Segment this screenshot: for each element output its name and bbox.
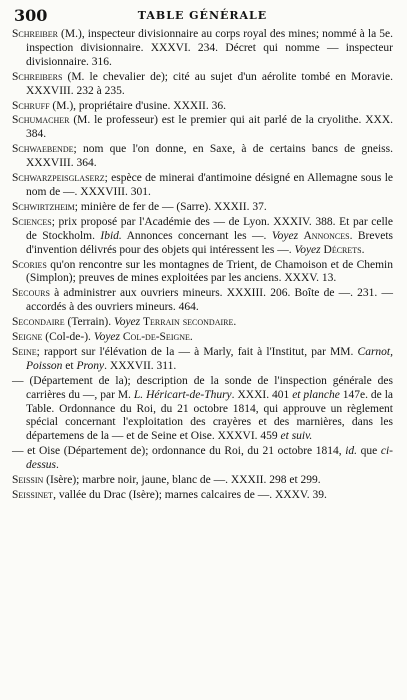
entry-text: 147e. de la Table. Ordonnance du Roi, du 21 octobre 1814, qui approuve un règlement spécial concernant l'exploitation des crayères et des marnières, dans les départemens de la — et de Seine et Oise. XXXVI. 459 — [26, 388, 394, 443]
entry-text: (Terrain). — [64, 316, 114, 329]
entry-text: . — [189, 331, 193, 344]
entry-text: — et Oise (Département de); ordonnance du Roi, du 21 octobre 1814, — [12, 445, 346, 458]
entry-headword: Schumacher — [12, 114, 70, 127]
entry-text: — (Département de la); description de la sonde de l'inspection générale des carrières du —, par M. — [12, 374, 393, 401]
entry-text: , vallée du Drac (Isère); marnes calcaires de —. XXXV. 39. — [53, 489, 327, 501]
entry-text: (M.), propriétaire d'usine. XXXII. 36. — [49, 99, 226, 112]
entry-text: (M. le professeur) est le premier qui ait parlé de la cryolithe. XXX. 384. — [26, 114, 393, 141]
entry-headword: Schreibers — [12, 70, 63, 83]
index-entry — [12, 259, 393, 287]
index-entries — [12, 28, 393, 503]
entry-headword: Schwaebende — [12, 143, 74, 156]
entry-text: ; nom que l'on donne, en Saxe, à de certains bancs de gneiss. XXXVIII. 364. — [26, 143, 393, 170]
index-entry — [12, 100, 393, 114]
page-header — [12, 6, 393, 28]
page-number: 300 — [14, 6, 48, 25]
entry-text: . — [233, 316, 237, 329]
entry-text: L. Héricart-de-Thury — [133, 388, 232, 401]
entry-headword: Schwarzpeisglaserz — [12, 172, 105, 185]
entry-text: Voyez — [93, 331, 120, 344]
index-entry — [12, 172, 393, 200]
entry-text: Voyez — [294, 243, 321, 256]
entry-text: . — [56, 459, 59, 472]
index-entry — [12, 346, 393, 374]
index-entry — [12, 375, 393, 445]
entry-text: . — [361, 243, 365, 256]
entry-text: (Isère); marbre noir, jaune, blanc de —. XXXII. 298 et 299. — [43, 474, 321, 487]
index-entry — [12, 114, 393, 142]
entry-headword: Schwirtzheim — [12, 200, 75, 213]
entry-text: et suiv. — [280, 430, 313, 443]
entry-text: Prony — [76, 359, 105, 372]
entry-text: Carnot, Poisson — [26, 345, 393, 372]
entry-text: Col-de-Seigne — [122, 331, 190, 344]
entry-text: (M. le chevalier de); cité au sujet d'un aérolite tombé en Moravie. XXXVIII. 232 à 235. — [26, 70, 393, 97]
entry-text: et — [62, 359, 77, 372]
index-entry — [12, 445, 393, 473]
entry-text: Annonces — [303, 229, 350, 242]
entry-text: (M.), inspecteur divisionnaire au corps royal des mines; nommé à la 5e. inspection divisionnaire. XXXVI. 234. Décret qui nomme — inspecteur divisionnaire. 316. — [26, 28, 393, 68]
entry-text: (Col-de-). — [42, 331, 94, 344]
index-entry — [12, 71, 393, 99]
entry-headword: Seine — [12, 345, 37, 358]
entry-headword: Seissinet — [12, 489, 54, 501]
index-entry — [12, 201, 393, 215]
index-entry — [12, 474, 393, 488]
entry-headword: Schruff — [12, 99, 50, 112]
entry-text: ; prix proposé par l'Académie des — de Lyon. XXXIV. 388. Et par celle de Stockholm. — [26, 215, 393, 242]
index-entry — [12, 216, 393, 258]
entry-text: ; minière de fer de — (Sarre). XXXII. 37. — [74, 200, 267, 213]
entry-text: ci-dessus — [26, 445, 393, 472]
entry-text: . Brevets d'invention délivrés pour des objets qui intéressent les —. — [26, 229, 393, 256]
entry-text: que — [357, 445, 381, 458]
entry-text: Ibid. — [100, 229, 122, 242]
entry-text: id. — [345, 445, 358, 458]
index-entry — [12, 316, 393, 330]
entry-text: Annonces concernant les —. — [121, 229, 272, 242]
entry-headword: Secondaire — [12, 316, 65, 329]
entry-headword: Scories — [12, 258, 47, 271]
index-entry — [12, 287, 393, 315]
entry-headword: Schreiber — [12, 28, 58, 40]
index-entry — [12, 489, 393, 503]
entry-headword: Seigne — [12, 331, 43, 344]
entry-text: à administrer aux ouvriers mineurs. XXXIII. 206. Boîte de —. 231. — accordés à des ouvriers mineurs. 464. — [26, 287, 393, 314]
entry-text: ; espèce de minerai d'antimoine désigné en Allemagne sous le nom de —. XXXVIII. 301. — [26, 172, 393, 198]
index-entry — [12, 331, 393, 345]
entry-headword: Sciences — [12, 215, 52, 228]
entry-headword: Secours — [12, 287, 50, 300]
entry-text: ; rapport sur l'élévation de la — à Marly, fait à l'Institut, par MM. — [36, 345, 358, 358]
entry-text: Décrets — [323, 243, 362, 256]
index-entry — [12, 143, 393, 171]
entry-text: Voyez — [271, 229, 299, 242]
entry-text: . XXXVII. 311. — [104, 359, 177, 372]
entry-text: Terrain secondaire — [143, 316, 234, 329]
entry-text: et planche — [292, 388, 340, 401]
entry-text: Voyez — [113, 316, 141, 329]
running-head: TABLE GÉNÉRALE — [137, 9, 268, 22]
entry-text: . XXXI. 401 — [231, 388, 293, 401]
entry-text: qu'on rencontre sur les montagnes de Trient, de Chamoison et de Chemin (Simplon); preuves de mines exploitées par les anciens. XXXV. 13. — [26, 258, 393, 285]
entry-headword: Seissin — [12, 474, 44, 487]
index-entry — [12, 28, 393, 70]
